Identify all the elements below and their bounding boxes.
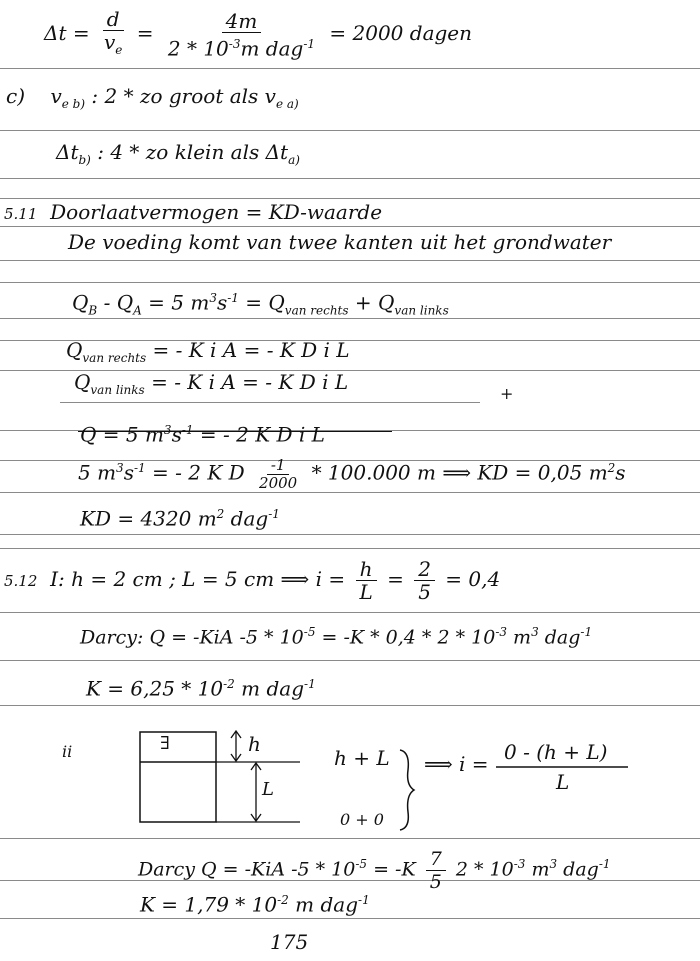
delta-t-label: Δt =: [44, 21, 90, 45]
fraction-numerator: 4m: [222, 10, 262, 33]
eq-kd-result: KD = 4320 $m^2$ dag$^{-1}$: [80, 506, 280, 531]
eq-kd-calc: 5 $m^3s^{-1}$ = - 2 K D $\frac{-1}{2000}$ * 100.000 m ⟹ KD = 0,05 $m^2s$: [78, 455, 626, 492]
diagram-h-label: h: [248, 732, 261, 756]
fraction-h-over-l: $\frac{h}{L}$: [355, 558, 376, 603]
diagram-h-plus-l: h + L: [334, 746, 390, 770]
eq-q-van-links: $Q_{van links}$ = - K i A = - K D i L: [74, 370, 349, 397]
soil-column-box: [140, 732, 216, 822]
section-number: 5.11: [4, 205, 38, 223]
fraction-7-over-5: $\frac{7}{5}$: [426, 848, 446, 893]
diagram-l-label: L: [262, 779, 274, 800]
diagram-i-eq: ⟹ i =: [424, 752, 489, 776]
section-511-heading: 5.11 Doorlaatvermogen = KD-waarde: [4, 200, 383, 224]
diagram-frac-den: L: [556, 770, 570, 794]
k-result-2: $K = 1,79 * 10^{-2}$ m dag$^{-1}$: [140, 892, 370, 917]
result-2000-dagen: = 2000 dagen: [329, 21, 473, 45]
section-511-line2: De voeding komt van twee kanten uit het grondwater: [68, 230, 612, 254]
eq-qb-qa: $Q_B - Q_A = 5$ $m^3s^{-1} = Q_{van rechts} + Q_{van links}$: [72, 290, 449, 318]
page-number: 175: [270, 930, 309, 954]
section-number: 5.12: [4, 572, 38, 590]
equals-sign: =: [136, 21, 154, 45]
fraction-minus1-over-2000: $\frac{-1}{2000}$: [259, 455, 298, 492]
fraction-numerator: d: [103, 8, 124, 31]
fraction-denominator: $v_e$: [103, 30, 123, 57]
diagram-zero: 0 + 0: [340, 810, 384, 829]
section-512-heading: 5.12 I: h = 2 cm ; L = 5 cm ⟹ i = $\frac{h}{L}$ = $\frac{2}{5}$ = 0,4: [4, 557, 501, 604]
darcy-eq-2: Darcy Q = -KiA $-5 * 10^{-5} = -K$ $\frac{7}{5}$ $2 * 10^{-3}$ $m^3$ dag$^{-1}$: [138, 848, 611, 893]
diagram-frac-num: 0 - (h + L): [504, 740, 608, 764]
k-result-1: $K = 6,25 * 10^{-2}$ m dag$^{-1}$: [86, 676, 316, 701]
eq-q-van-rechts: $Q_{van rechts}$ = - K i A = - K D i L: [66, 338, 350, 365]
plus-sign: +: [500, 384, 514, 403]
diagram-symbol: ∃: [160, 733, 170, 754]
part-c-time: $\Delta t_{b)}$ : 4 * zo klein als $\Delta t_{a)}$: [56, 140, 300, 167]
fraction-denominator: $2 * 10^{-3}m$ dag$^{-1}$: [167, 36, 316, 61]
diagram-ii-label: ii: [62, 742, 73, 761]
part-c-velocity: c) $v_{e b)}$ : 2 * zo groot als $v_{e a)}$: [6, 84, 299, 111]
curly-brace: [400, 750, 414, 830]
eq-q-total: Q = 5 $m^3s^{-1}$ = - 2 K D i L: [80, 422, 325, 447]
darcy-eq-1: Darcy: Q = -KiA $-5 * 10^{-5} = -K * 0,4 * 2 * 10^{-3}$ $m^3$ dag$^{-1}$: [80, 625, 593, 649]
fraction-2-over-5: $\frac{2}{5}$: [414, 558, 435, 603]
